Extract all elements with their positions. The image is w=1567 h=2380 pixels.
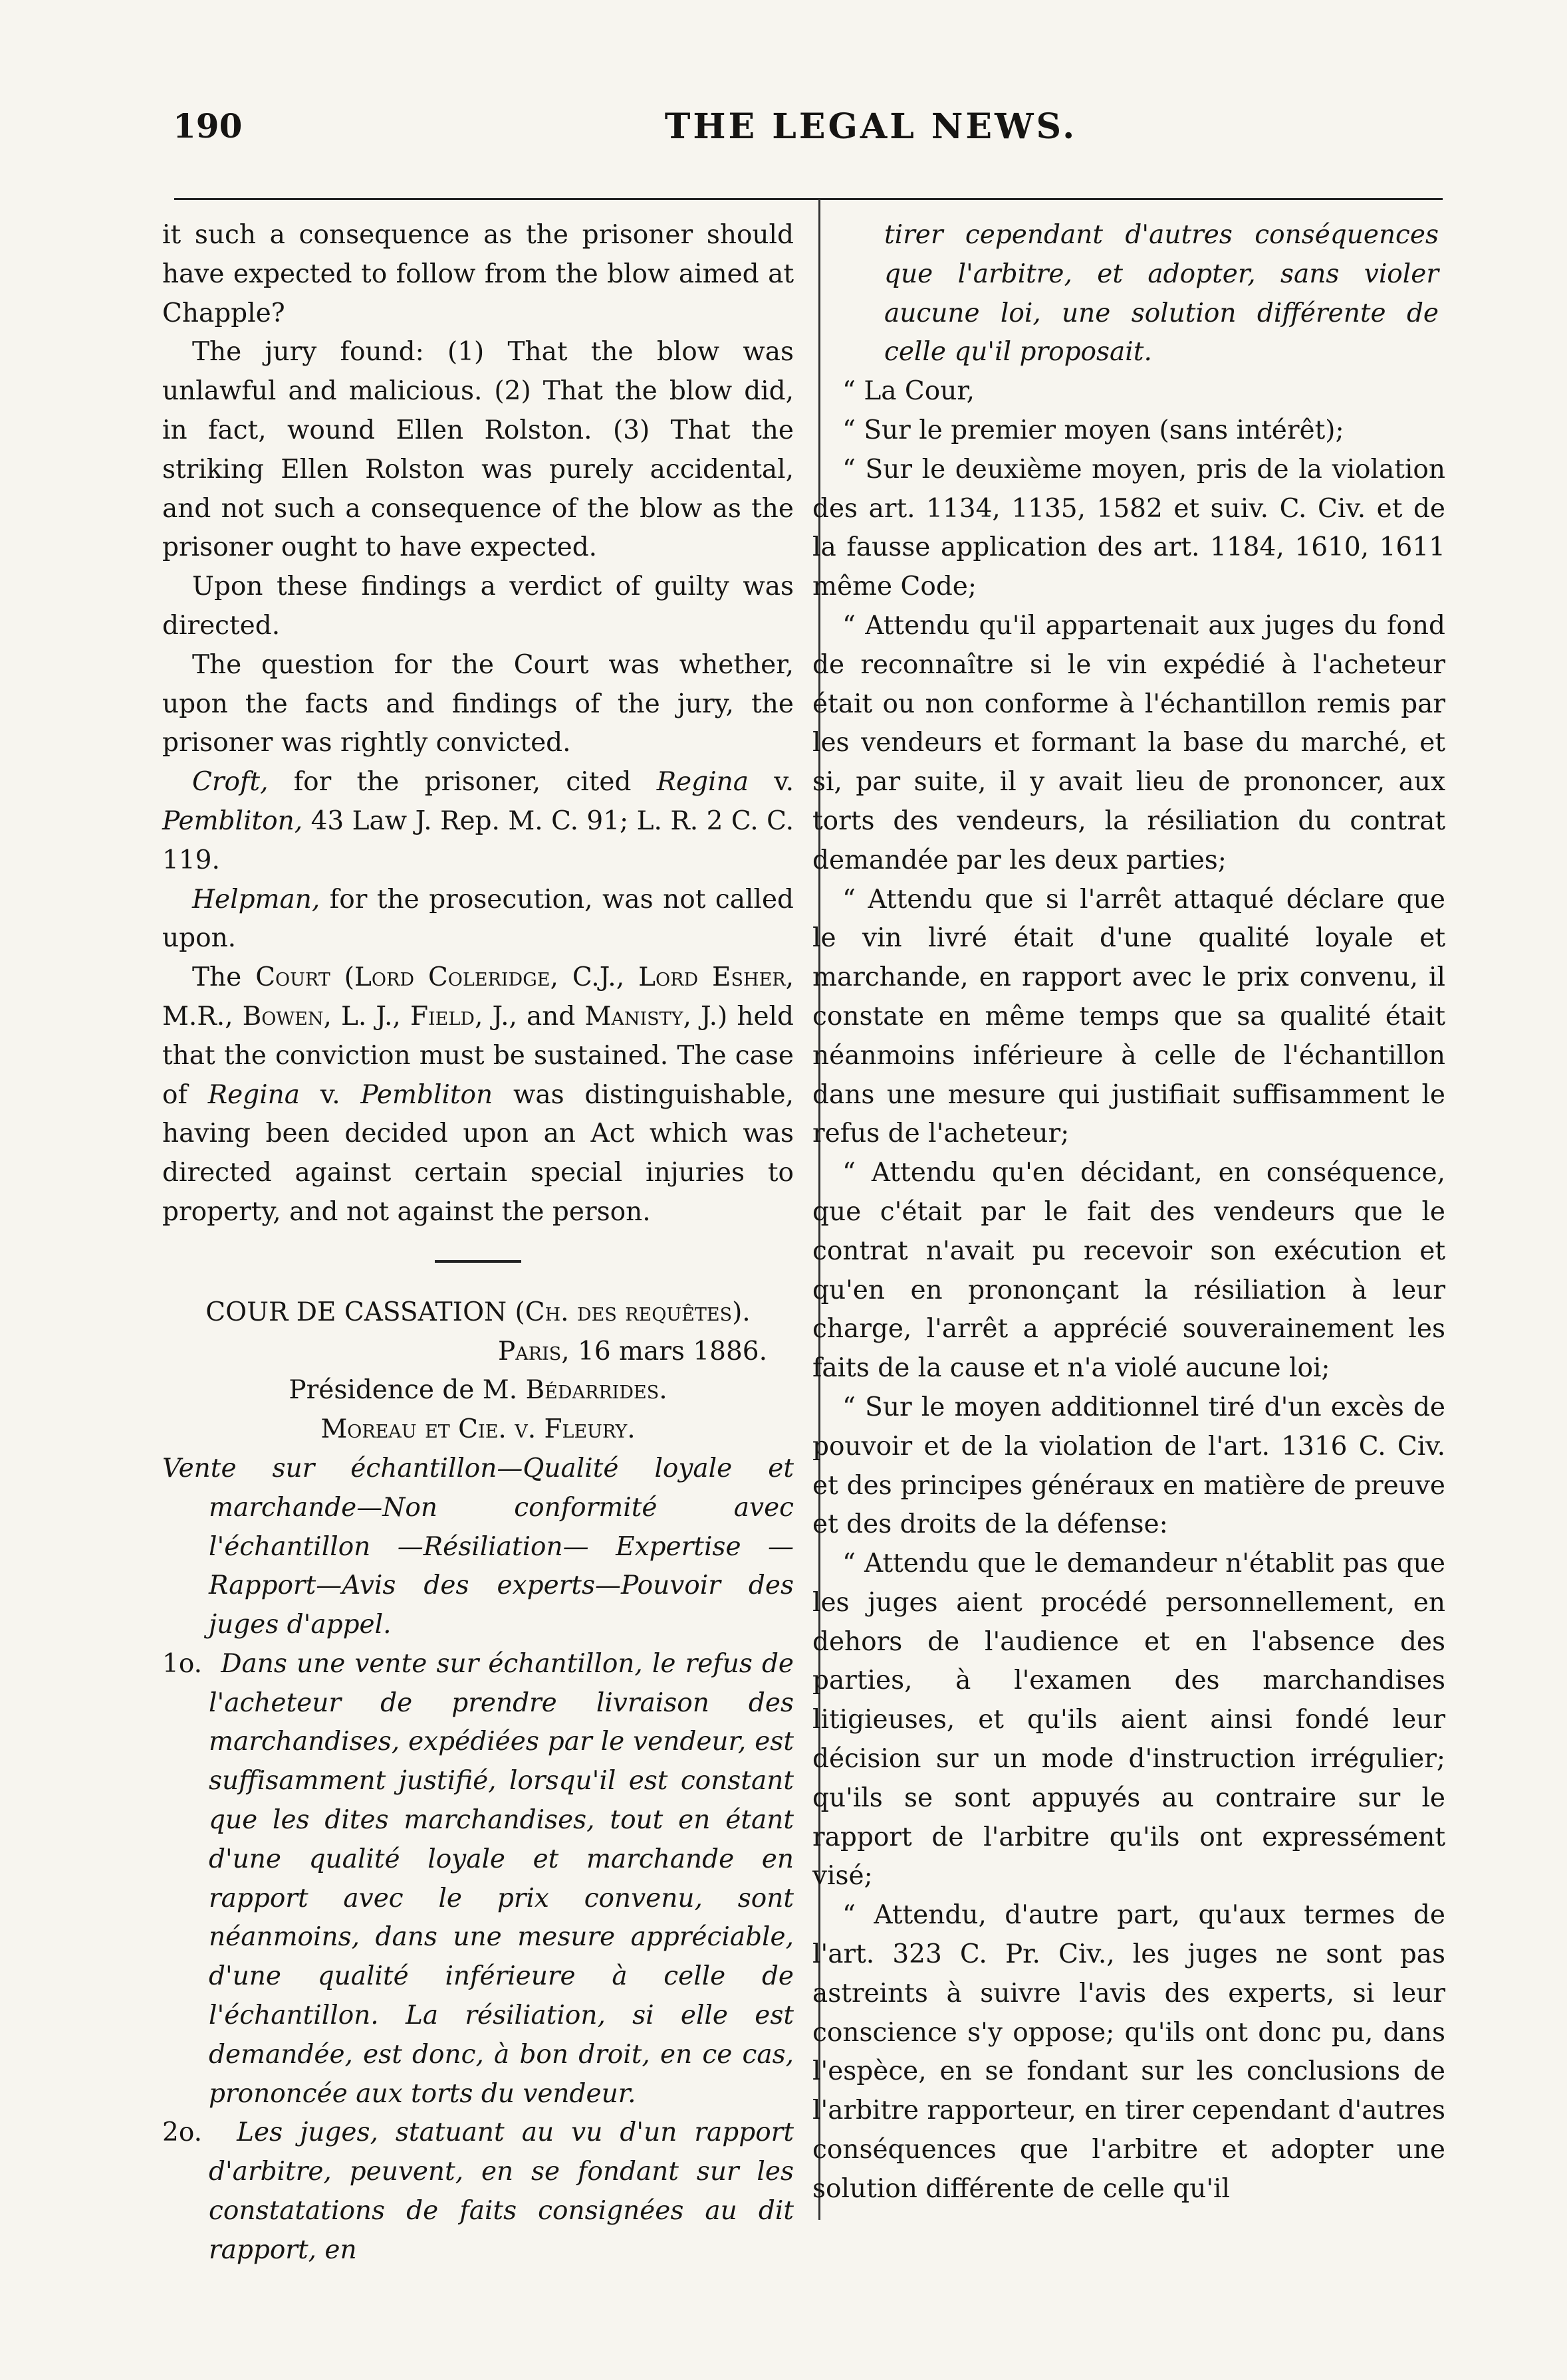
counsel-name: Helpman, — [192, 884, 320, 915]
presidence — [162, 1371, 794, 1410]
text: v. — [748, 767, 794, 798]
text: for the prisoner, cited — [268, 767, 657, 798]
summary-number: 2o. — [162, 2117, 203, 2148]
small-caps: Lord Coleridge, — [354, 962, 558, 993]
right-column — [812, 216, 1445, 2209]
small-caps: Field, — [410, 1001, 483, 1031]
summary-item — [162, 1645, 794, 2114]
text: COUR DE CASSATION ( — [205, 1297, 525, 1327]
case-name: Regina — [656, 767, 749, 798]
case-name: Pembliton — [360, 1079, 493, 1110]
paragraph: “ Attendu que si l'arrêt attaqué déclare que le vin livré était d'une qualité loyale et marchande, en rapport avec le prix convenu, il constate en même temps que sa qualité était néanmoins inférieure à celle de l'échantillon dans une mesure qui justifiait suffisamment le refus de l'acheteur; — [812, 884, 1445, 1149]
section-separator — [435, 1260, 521, 1263]
paragraph: The jury found: (1) That the blow was unlawful and malicious. (2) That the blow did, in fact, wound Ellen Rolston. (3) That the striking Ellen Rolston was purely accidental, and not such a consequence of the blow as the prisoner ought to have expected. — [162, 337, 794, 563]
summary-continuation: tirer cependant d'autres conséquences que l'arbitre, et adopter, sans violer aucune loi, une solution différente de celle qu'il proposait. — [884, 220, 1439, 368]
paragraph — [162, 958, 794, 1232]
small-caps: Lord Esher, — [638, 962, 794, 993]
header-rule — [174, 198, 1443, 200]
text: L. J., — [331, 1001, 410, 1031]
text: The — [192, 962, 256, 993]
text: was distinguishable, having been decided upon an Act which was directed against certain special injuries to property, and not against the person. — [162, 1079, 794, 1227]
paragraph: “ Attendu qu'en décidant, en conséquence, que c'était par le fait des vendeurs que le contrat n'avait pu recevoir son exécution et qu'en en prononçant la résiliation à leur charge, l'arrêt a apprécié souverainement les faits de la cause et n'a violé aucune loi; — [812, 1158, 1445, 1384]
small-caps: Paris, — [498, 1336, 570, 1366]
counsel-name: Croft, — [192, 767, 269, 798]
text: C.J., — [558, 962, 639, 993]
text: v. — [300, 1079, 361, 1110]
text: J., and — [483, 1001, 585, 1031]
paragraph — [162, 763, 794, 880]
text: J.) held that the conviction must be sustained. The case of — [162, 1001, 794, 1110]
small-caps: Bédarrides. — [525, 1375, 667, 1406]
paragraph: “ Attendu, d'autre part, qu'aux termes de l'art. 323 C. Pr. Civ., les juges ne sont pas astreints à suivre l'avis des experts, si leur conscience s'y oppose; qu'ils ont donc pu, dans l'espèce, en se fondant sur les conclusions de l'arbitre rapporteur, en tirer cependant d'autres conséquences que l'arbitre et adopter une solution différente de celle qu'il — [812, 1900, 1445, 2204]
keywords: Vente sur échantillon—Qualité loyale et marchande—Non conformité avec l'échantillon —Résiliation— Expertise — Rapport—Avis des experts—Pouvoir des juges d'appel. — [162, 1453, 794, 1640]
small-caps: Bowen, — [242, 1001, 332, 1031]
small-caps: Ch. des requêtes — [525, 1297, 733, 1327]
paragraph: “ Attendu qu'il appartenait aux juges du fond de reconnaître si le vin expédié à l'acheteur était ou non conforme à l'échantillon remis par les vendeurs et formant la base du marché, et si, par suite, il y avait lieu de prononcer, aux torts des vendeurs, la résiliation du contrat demandée par les deux parties; — [812, 610, 1445, 875]
small-caps: Manisty, — [584, 1001, 691, 1031]
case-name: Regina — [207, 1079, 300, 1110]
page-header — [173, 106, 1443, 166]
paragraph: “ Attendu que le demandeur n'établit pas que les juges aient procédé personnellement, en dehors de l'audience et en l'absence des parties, à l'examen des marchandises litigieuses, et qu'ils aient ainsi fondé leur décision sur un mode d'instruction irrégulier; qu'ils se sont appuyés au contraire sur le rapport de l'arbitre qu'ils ont expressément visé; — [812, 1549, 1445, 1892]
summary-item — [162, 2113, 794, 2270]
summary-number: 1o. — [162, 1648, 203, 1679]
paragraph: The question for the Court was whether, upon the facts and findings of the jury, the prisoner was rightly convicted. — [162, 649, 794, 758]
paragraph: Upon these findings a verdict of guilty was directed. — [162, 572, 794, 641]
summary-text: Les juges, statuant au vu d'un rapport d'arbitre, peuvent, en se fondant sur les constatations de faits consignées au dit rapport, en — [209, 2117, 794, 2265]
paragraph: “ Sur le premier moyen (sans intérêt); — [842, 415, 1344, 445]
paragraph: “ Sur le deuxième moyen, pris de la violation des art. 1134, 1135, 1582 et suiv. C. Civ. et de la fausse application des art. 1184, 1610, 1611 même Code; — [812, 454, 1445, 602]
text: 16 mars 1886. — [569, 1336, 767, 1366]
text: for the prosecution, was not called upon. — [162, 884, 794, 954]
paragraph: “ Sur le moyen additionnel tiré d'un excès de pouvoir et de la violation de l'art. 1316 C. Civ. et des principes généraux en matière de preuve et des droits de la défense: — [812, 1392, 1445, 1540]
small-caps: Court — [255, 962, 330, 993]
case-name: Pembliton, — [162, 806, 303, 836]
text: Présidence de M. — [289, 1375, 526, 1406]
text: 43 Law J. Rep. M. C. 91; L. R. 2 C. C. 119. — [162, 806, 794, 875]
text: ). — [732, 1297, 751, 1327]
left-column — [162, 216, 794, 2270]
parties: Moreau et Cie. v. Fleury. — [320, 1414, 636, 1445]
court-title — [162, 1293, 794, 1333]
paragraph: it such a consequence as the prisoner should have expected to follow from the blow aimed at Chapple? — [162, 220, 794, 328]
paragraph: “ La Cour, — [842, 376, 975, 407]
paragraph — [162, 881, 794, 959]
summary-text: Dans une vente sur échantillon, le refus de l'acheteur de prendre livraison des marchandises, expédiées par le vendeur, est suffisamment justifié, lorsqu'il est constant que les dites marchandises, tout en étant d'une qualité loyale et marchande en rapport avec le prix convenu, sont néanmoins, dans une mesure appréciable, d'une qualité inférieure à celle de l'échantillon. La résiliation, si elle est demandée, est donc, à bon droit, en ce cas, prononcée aux torts du vendeur. — [209, 1648, 794, 2109]
running-title: THE LEGAL NEWS. — [664, 106, 1078, 147]
text: ( — [330, 962, 354, 993]
dateline — [162, 1333, 794, 1372]
text: M.R., — [162, 1001, 243, 1031]
page-number: 190 — [173, 106, 243, 146]
